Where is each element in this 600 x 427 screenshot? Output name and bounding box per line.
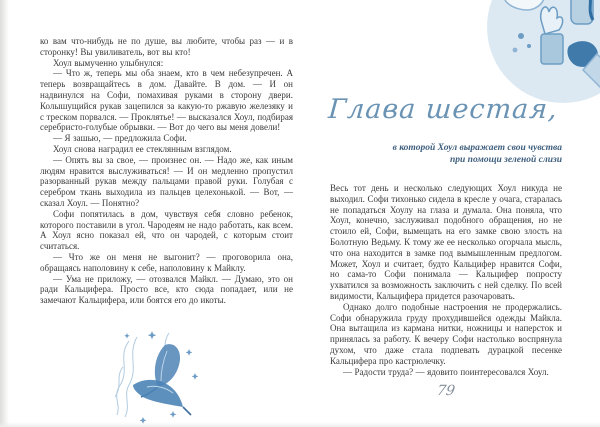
page-bottom-edge-shadow (0, 422, 600, 427)
paragraph: Весь тот день и несколько следующих Хоул никуда не выходил. Софи тихонько сидела в кресле у очага, старалась не попадаться Хоулу на глаза и думала. Она поняла, что Хоул, конечно, заслуживал подобного обращения, но не стоило ей, Софи, вымещать на его замке свою злость на Болотную Ведьму. К тому же ее несколько огорчала мысль, что она находится в замке под вымышленным предлогом. Может, Хоул и считает, будто Кальцифер нравится Софи, но сама-то Софи понимала — Кальцифер попросту ухватился за возможность заключить с ней сделку. По всей видимости, Кальцифера придется разочаровать. (330, 183, 562, 301)
paragraph: Хоул снова наградил ее стеклянным взглядом. (53, 143, 232, 154)
paragraph: Хоул вымученно улыбнулся: (53, 57, 164, 68)
paragraph: — Опять вы за свое, — произнес он. — Надо же, как иным людям нравится выслуживаться! — И он медленно пропустил разорванный рукав между пальцами правой руки. Голубая с серебром ткань выходила из пальцев целехонькой. — Вот, — сказал Хоул. — Понятно? (40, 154, 293, 208)
paragraph: — Что ж, теперь мы оба знаем, кто в чем небезупречен. А теперь возвращайтесь в дом. Давайте. В дом. — И он надвинулся на Софи, помахивая руками в сторону двери. Колышущийся рукав зацепился за какую-то ржавую железяку и с треском порвался. — Проклятье! — высказался Хоул, подбирая серебристо-голубые обрывки. — Вот до чего вы меня довели! (40, 68, 293, 133)
paragraph: — Ума не приложу, — отозвался Майкл. — Думаю, это он ради Кальцифера. Просто все, кто сюда попадает, или не замечают Кальцифера, или боятся его до икоты. (40, 273, 293, 306)
stand-shape (541, 34, 563, 64)
paragraph: Однако долго подобные настроения не продержались. Софи обнаружила груду прохудившейся одежды Майкла. Она вытащила из кармана нитки, ножницы и наперсток и принялась за работу. К вечеру Софи настолько воспрянула духом, что даже стала подпевать дурацкой песенке Кальцифера про кастрюлечку. (330, 301, 562, 366)
left-text-column (40, 36, 293, 306)
chapter-title: Глава шестая, (327, 94, 559, 125)
feathers-illustration (103, 327, 218, 427)
chapter-subtitle-line1: в которой Хоул выражает свои чувства (392, 143, 562, 153)
paragraph: — Я зашью, — предложила Софи. (53, 133, 187, 144)
corner-illustration (485, 0, 600, 106)
paragraph: Софи попятилась в дом, чувствуя себя словно ребенок, которого поставили в угол. Чародеям не надо работать, как всем. А Хоул ясно показал ей, что он чародей, с которым стоит считаться. (40, 208, 293, 252)
right-text-column (330, 183, 562, 377)
chapter-subtitle-line2: при помощи зеленой слизи (449, 155, 562, 165)
paragraph: — Что же он меня не выгонит? — проговорила она, обращаясь наполовину к себе, наполовину к Майклу. (40, 251, 293, 273)
feather-shapes (133, 344, 191, 415)
chapter-subtitle (330, 142, 562, 166)
page-number: 79 (435, 383, 457, 399)
page-left-edge-shadow (0, 0, 9, 427)
paragraph: — Радости труда? — ядовито поинтересовался Хоул. (343, 366, 549, 377)
paragraph: ко вам что-нибудь не по душе, вы любите, чтобы раз — и в сторонку! Вы увиливатель, вот вы кто! (40, 36, 293, 57)
